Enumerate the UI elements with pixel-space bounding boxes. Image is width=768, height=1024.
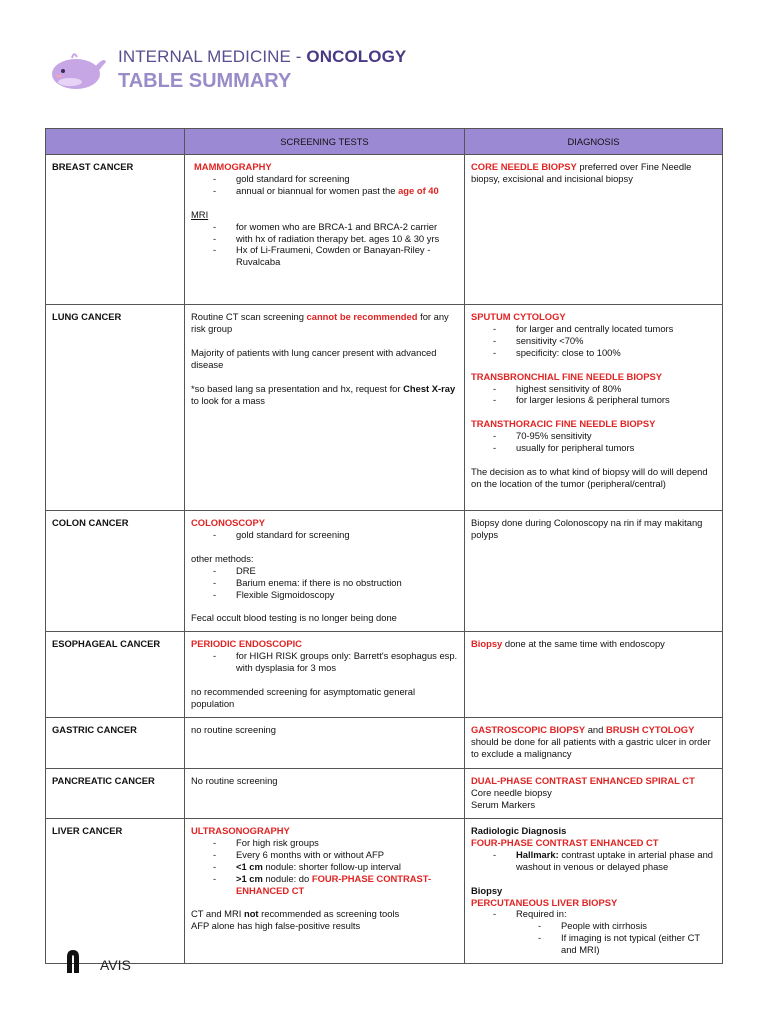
table-row (46, 718, 723, 769)
disease-cell: GASTRIC CANCER (46, 718, 185, 769)
table-row (46, 632, 723, 718)
screening-cell: PERIODIC ENDOSCOPIC - for HIGH RISK groups only: Barrett's esophagus esp. with dysplasia for 3 mos no recommended screening for asymptomatic general population (185, 632, 465, 718)
disease-cell: LIVER CANCER (46, 819, 185, 964)
table-row (46, 769, 723, 819)
screening-cell: ULTRASONOGRAPHY - For high risk groups - Every 6 months with or without AFP - <1 cm nodule: shorter follow-up interval - >1 cm nodule: do FOUR-PHASE CONTRAST-ENHANCED CT CT and MRI not recommended as screening tools AFP alone has high false-positive results (185, 819, 465, 964)
footer-brand: AVIS (100, 957, 131, 973)
table-row (46, 511, 723, 632)
screening-cell: Routine CT scan screening cannot be recommended for any risk group Majority of patients with lung cancer present with advanced disease *so based lang sa presentation and hx, request for Chest X-ray to look for a mass (185, 305, 465, 511)
table-row (46, 155, 723, 305)
screening-cell: MAMMOGRAPHY - gold standard for screening - annual or biannual for women past the age of 40 MRI - for women who are BRCA-1 and BRCA-2 carrier - with hx of radiation therapy bet. ages 10 & 30 yrs - Hx of Li-Fraumeni, Cowden or Banayan-Riley - Ruvalcaba (185, 155, 465, 305)
column-header (46, 129, 185, 155)
table-row (46, 819, 723, 964)
diagnosis-cell: Biopsy done during Colonoscopy na rin if may makitang polyps (465, 511, 723, 632)
screening-cell: No routine screening (185, 769, 465, 819)
table-row (46, 305, 723, 511)
screening-cell: no routine screening (185, 718, 465, 769)
column-header: DIAGNOSIS (465, 129, 723, 155)
diagnosis-cell: Radiologic Diagnosis FOUR-PHASE CONTRAST ENHANCED CT - Hallmark: contrast uptake in arterial phase and washout in venous or delayed phase Biopsy PERCUTANEOUS LIVER BIOPSY - Required in: - People with cirrhosis - If imaging is not typical (either CT and MRI) (465, 819, 723, 964)
page-header (46, 44, 726, 100)
diagnosis-cell: DUAL-PHASE CONTRAST ENHANCED SPIRAL CT Core needle biopsy Serum Markers (465, 769, 723, 819)
screening-cell: COLONOSCOPY - gold standard for screening other methods: - DRE - Barium enema: if there is no obstruction - Flexible Sigmoidoscopy Fecal occult blood testing is no longer being done (185, 511, 465, 632)
diagnosis-cell: SPUTUM CYTOLOGY - for larger and centrally located tumors - sensitivity <70% - specificity: close to 100% TRANSBRONCHIAL FINE NEEDLE BIOPSY - highest sensitivity of 80% - for larger lesions & peripheral tumors TRANSTHORACIC FINE NEEDLE BIOPSY - 70-95% sensitivity - usually for peripheral tumors The decision as to what kind of biopsy will do will depend on the location of the tumor (peripheral/central) (465, 305, 723, 511)
disease-cell: PANCREATIC CANCER (46, 769, 185, 819)
column-header: SCREENING TESTS (185, 129, 465, 155)
page-subtitle: TABLE SUMMARY (118, 70, 292, 92)
diagnosis-cell: CORE NEEDLE BIOPSY preferred over Fine Needle biopsy, excisional and incisional biopsy (465, 155, 723, 305)
summary-table (45, 128, 723, 964)
page-footer (66, 948, 266, 974)
disease-cell: ESOPHAGEAL CANCER (46, 632, 185, 718)
disease-cell: BREAST CANCER (46, 155, 185, 305)
disease-cell: LUNG CANCER (46, 305, 185, 511)
whale-icon (46, 48, 108, 94)
diagnosis-cell: Biopsy done at the same time with endoscopy (465, 632, 723, 718)
diagnosis-cell: GASTROSCOPIC BIOPSY and BRUSH CYTOLOGY should be done for all patients with a gastric ulcer in order to exclude a malignancy (465, 718, 723, 769)
avis-logo-icon (66, 949, 80, 973)
page-title: INTERNAL MEDICINE - ONCOLOGY (118, 47, 407, 66)
table-header-row (46, 129, 723, 155)
disease-cell: COLON CANCER (46, 511, 185, 632)
